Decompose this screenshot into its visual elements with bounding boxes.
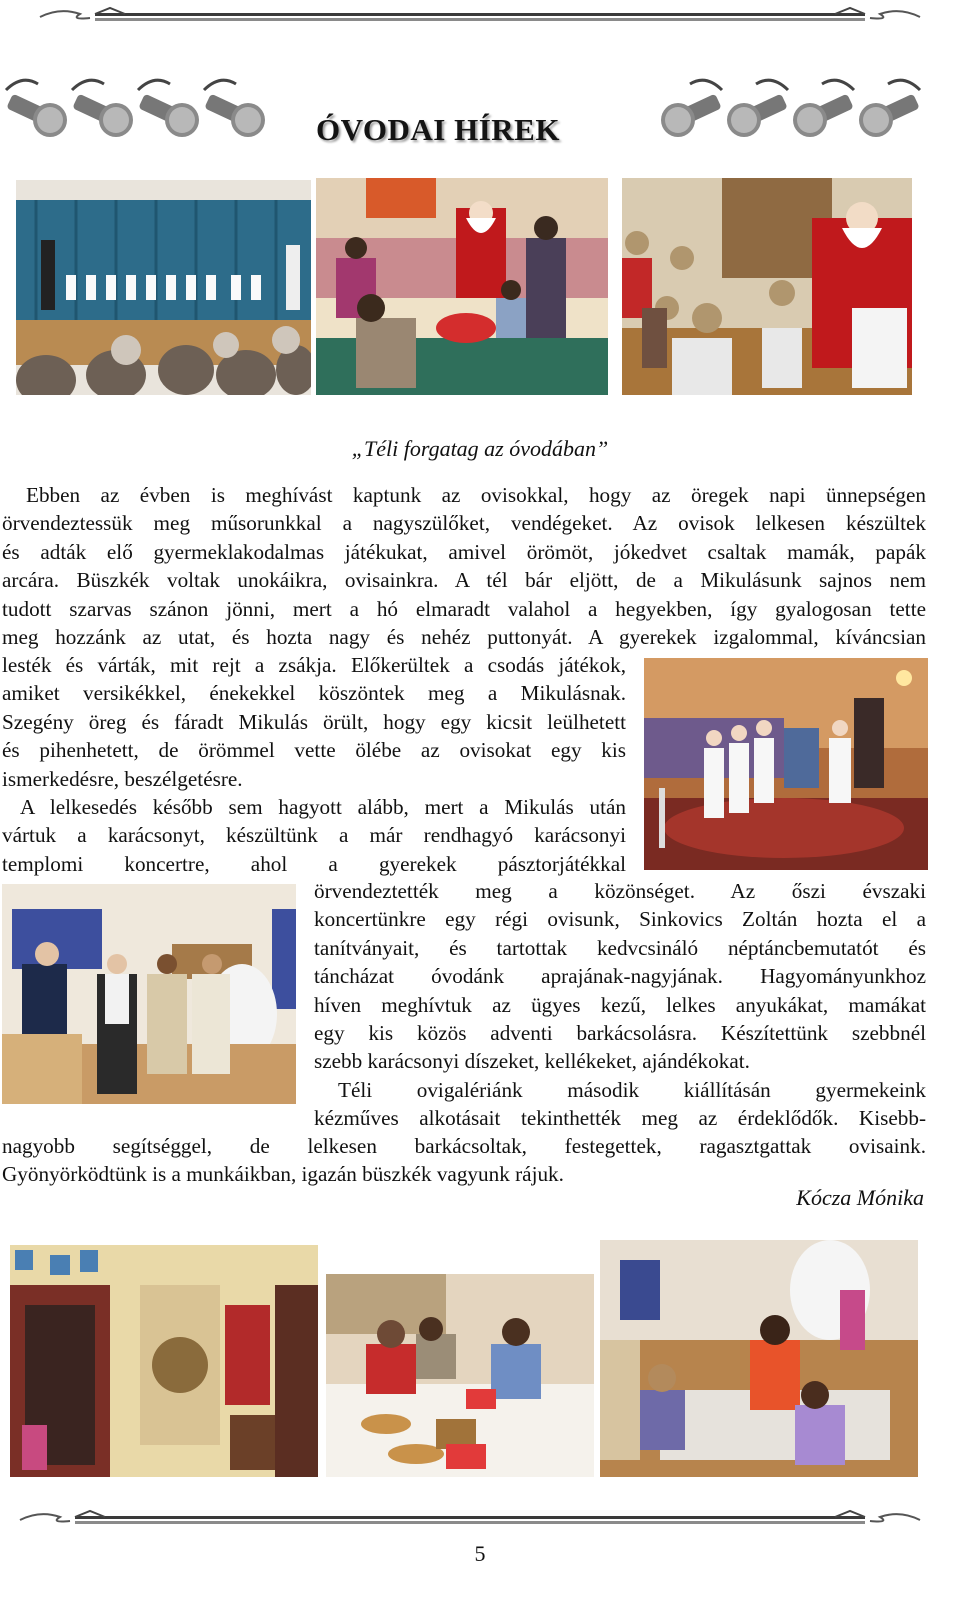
photo-santa-with-children xyxy=(316,178,608,395)
text-line: vártuk a karácsonyt, készültünk a már rendhagyó karácsonyi xyxy=(2,823,626,848)
text-line: arcára. Büszkék voltak unokáikra, ovisainkra. A tél bár eljött, de a Mikulásunk sajnos nem xyxy=(2,568,926,593)
text-line: és adták elő gyermeklakodalmas játékukat, amivel örömöt, jókedvet csaltak mamák, papák xyxy=(2,539,926,564)
article-author: Kócza Mónika xyxy=(796,1185,924,1210)
text-line: örvendeztették meg a közönséget. Az őszi évszaki xyxy=(314,879,926,903)
ornament-divider-icon xyxy=(0,1505,960,1535)
photo-santa-in-classroom xyxy=(622,178,912,395)
page-title: ÓVODAI HÍREK xyxy=(316,112,560,147)
microphone-icon xyxy=(658,74,726,144)
photo-folk-dance-group xyxy=(2,884,296,1104)
text-line: ismerkedésre, beszélgetésre. xyxy=(2,766,243,791)
text-line: amiket versikékkel, énekekkel köszöntek meg a Mikulásnak. xyxy=(2,681,626,706)
article-paragraph-gallery xyxy=(2,1132,926,1189)
photo-children-crafting xyxy=(326,1274,594,1477)
article-subtitle: „Téli forgatag az óvodában” xyxy=(351,436,609,461)
microphone-icon xyxy=(790,74,858,144)
microphone-icon xyxy=(856,74,924,144)
bottom-ornament-divider xyxy=(0,1505,960,1535)
text-line: örvendeztessük meg műsorunkkal a nagyszülőket, vendégeket. Az ovisok lelkesen készültek xyxy=(2,511,926,536)
page-number: 5 xyxy=(474,1541,486,1566)
text-line: Ebben az évben is meghívást kaptunk az ovisokkal, hogy az öregek napi ünnepségen xyxy=(26,483,926,507)
microphone-icon xyxy=(2,74,70,144)
photo-stage-performance xyxy=(16,180,311,395)
text-line: tanítványait, és tartottak kedvcsináló néptáncbemutatót és xyxy=(314,935,926,960)
text-line: Gyönyörködtünk is a munkáikban, igazán büszkék vagyunk rájuk. xyxy=(2,1162,564,1187)
text-line: Téli ovigalériánk második kiállításán gyermekeink xyxy=(338,1077,926,1102)
photo-mothers-crafting xyxy=(600,1240,918,1477)
article-paragraph-concert xyxy=(314,877,926,1133)
text-line: egy kis közös adventi barkácsolásra. Készítettünk szebbnél xyxy=(314,1020,926,1045)
text-line: lesték és várták, mit rejt a zsákja. Előkerültek a csodás játékok, xyxy=(2,653,626,677)
text-line: kézműves alkotásait tekinthették meg az érdeklődők. Kisebb- xyxy=(314,1106,926,1131)
article-paragraph-intro xyxy=(2,481,926,651)
text-line: meg hozzánk az utat, és hozta nagy és nehéz puttonyát. A gyerekek izgalommal, kíváncsian xyxy=(2,624,926,649)
text-line: és pihenhetett, de örömmel vette ölébe az ovisokat egy kis xyxy=(2,738,626,763)
photo-art-gallery-wall xyxy=(10,1245,318,1477)
text-line: templomi koncertre, ahol a gyerekek pásztorjátékkal xyxy=(2,851,626,876)
ornament-divider-icon xyxy=(0,2,960,32)
microphone-icon xyxy=(68,74,136,144)
microphone-icon xyxy=(200,74,268,144)
text-line: szebb karácsonyi díszeket, kellékeket, ajándékokat. xyxy=(314,1049,750,1074)
text-line: tudott szarvas szánon jönni, mert a hó elmaradt valahol a hegyekben, így gyalogosan tette xyxy=(2,596,926,621)
text-line: híven meghívtuk az ügyes kezű, lelkes anyukákat, mamákat xyxy=(314,992,926,1017)
article-paragraph-santa xyxy=(2,651,626,878)
text-line: nagyobb segítséggel, de lelkesen barkácsoltak, festegettek, ragasztgattak ovisaink. xyxy=(2,1134,926,1158)
microphone-icon xyxy=(134,74,202,144)
text-line: Szegény öreg és fáradt Mikulás örült, hogy egy kicsit leülhetett xyxy=(2,709,626,734)
text-line: táncházat óvodánk aprajának-nagyjának. Hagyományunkhoz xyxy=(314,964,926,989)
microphone-icon xyxy=(724,74,792,144)
text-line: A lelkesedés később sem hagyott alább, mert a Mikulás után xyxy=(20,794,626,819)
text-line: koncertünkre egy régi ovisunk, Sinkovics Zoltán hozta el a xyxy=(314,907,926,932)
top-ornament-divider xyxy=(0,2,960,32)
photo-nativity-play xyxy=(644,658,928,870)
